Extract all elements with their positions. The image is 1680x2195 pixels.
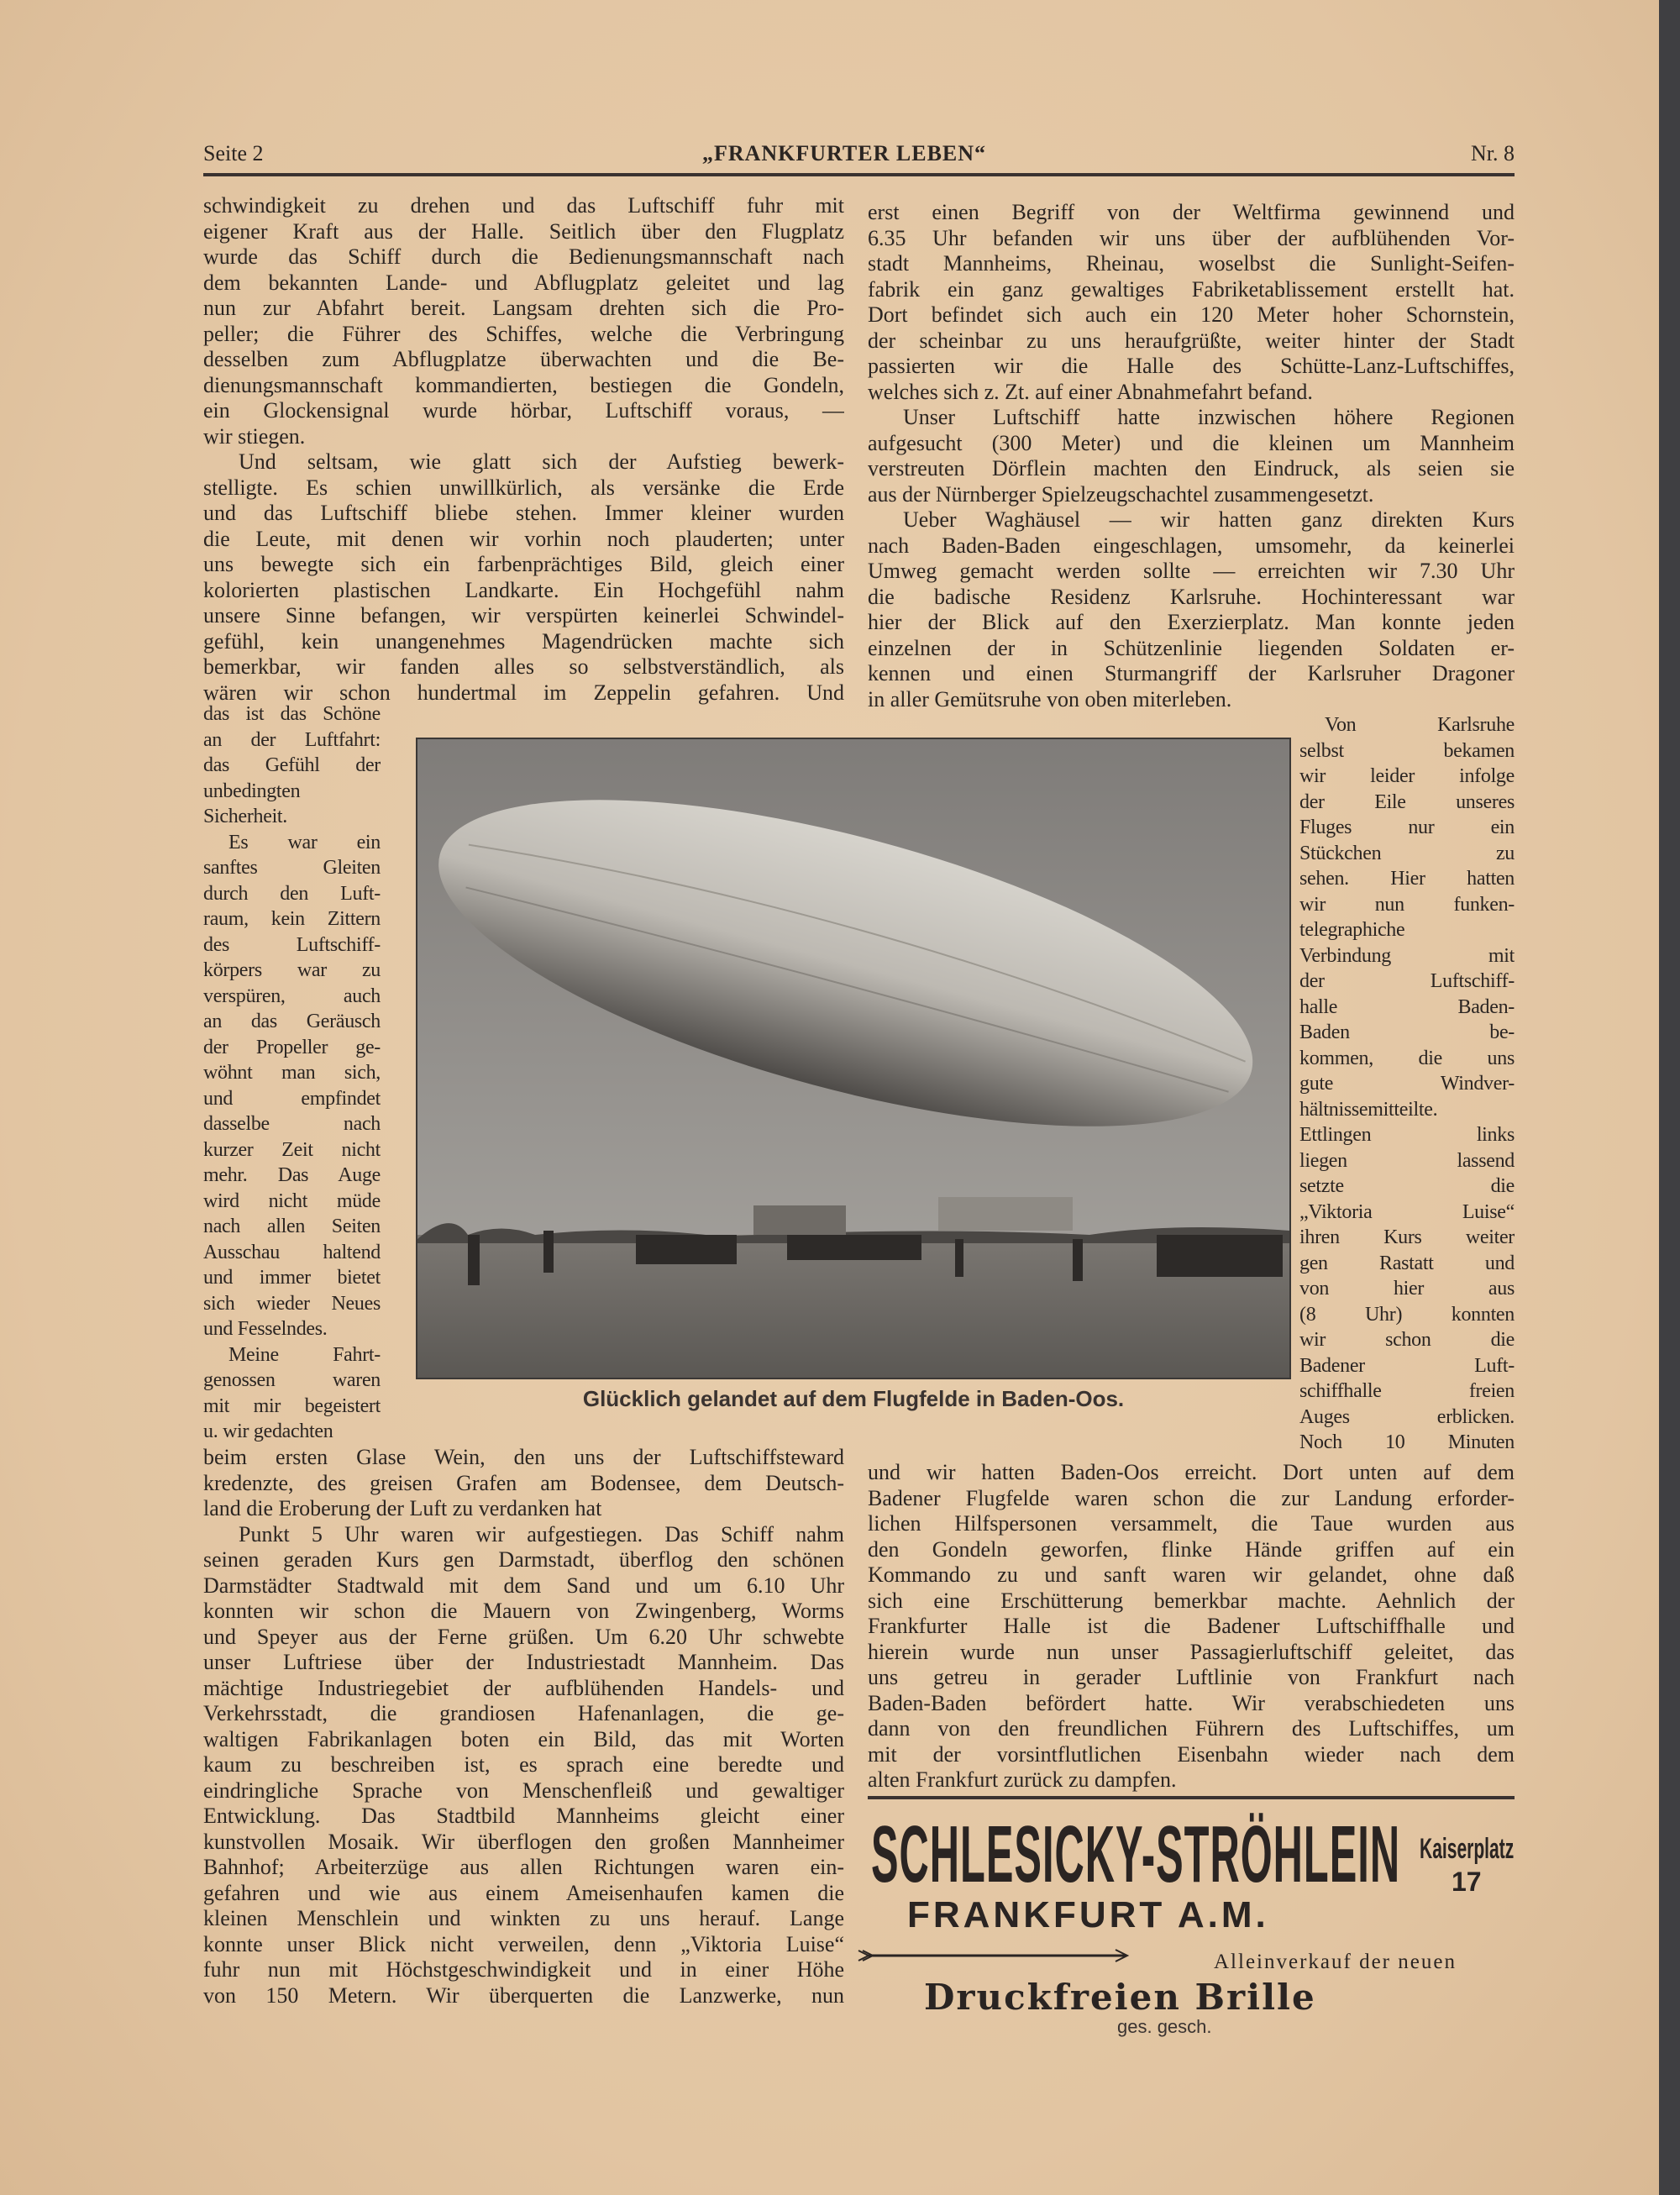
text-line: gefühl, kein unangenehmes Magendrücken machte sich bbox=[203, 628, 844, 654]
text-line: fuhr nun mit Höchstgeschwindigkeit und in einer Höhe bbox=[203, 1957, 844, 1982]
text-line: nach Baden-Baden eingeschlagen, umsomehr, da keinerlei bbox=[868, 533, 1515, 558]
text-line: setzte die bbox=[1299, 1175, 1515, 1197]
text-line: Unser Luftschiff hatte inzwischen höhere Regionen bbox=[903, 405, 1515, 429]
text-line: kaum zu beschreiben ist, es sprach eine beredte und bbox=[203, 1752, 844, 1777]
text-line: dasselbe nach bbox=[203, 1113, 381, 1135]
text-line: Noch 10 Minuten bbox=[1299, 1431, 1515, 1453]
text-line: mächtige Industriegebiet der aufblühenden Handels- und bbox=[203, 1675, 844, 1700]
right-narrow-column bbox=[1299, 712, 1515, 1456]
text-line: Baden be- bbox=[1299, 1021, 1515, 1043]
text-line: halle Baden- bbox=[1299, 995, 1515, 1018]
text-line: wurde das Schiff durch die Bedienungsmannschaft nach bbox=[203, 244, 844, 269]
text-line: Kommando zu und sanft waren wir gelandet, ohne daß bbox=[868, 1562, 1515, 1587]
text-line: und wir hatten Baden-Oos erreicht. Dort unten auf dem bbox=[868, 1460, 1515, 1484]
text-line: Auges erblicken. bbox=[1299, 1405, 1515, 1428]
text-line: unsere Sinne befangen, wir verspürten keinerlei Schwindel- bbox=[203, 603, 844, 628]
text-line: unbedingten bbox=[203, 780, 301, 802]
gondola bbox=[938, 1197, 1073, 1231]
text-line: gefahren und wie aus einem Ameisenhaufen kamen die bbox=[203, 1880, 844, 1905]
text-line: bemerkbar, wir fanden alles so selbstverständlich, als bbox=[203, 654, 844, 679]
text-line: liegen lassend bbox=[1299, 1149, 1515, 1172]
text-line: ein Glockensignal wurde hörbar, Luftschiff voraus, — bbox=[203, 398, 844, 423]
text-line: genossen waren bbox=[203, 1369, 381, 1391]
text-line: Dort befindet sich auch ein 120 Meter hoher Schornstein, bbox=[868, 302, 1515, 327]
zeppelin-photo bbox=[416, 738, 1291, 1379]
text-line: kommen, die uns bbox=[1299, 1047, 1515, 1069]
text-line: kurzer Zeit nicht bbox=[203, 1138, 381, 1161]
text-line: des Luftschiff- bbox=[203, 933, 381, 956]
text-line: Bahnhof; Arbeiterzüge aus allen Richtungen waren ein- bbox=[203, 1855, 844, 1879]
text-line: kredenzte, des greisen Grafen am Bodensee, dem Deutsch- bbox=[203, 1470, 844, 1495]
text-line: Von Karlsruhe bbox=[1325, 714, 1515, 736]
text-line: Ueber Waghäusel — wir hatten ganz direkten Kurs bbox=[903, 507, 1515, 532]
text-line: stelligte. Es schien unwillkürlich, als versänke die Erde bbox=[203, 475, 844, 500]
text-line: seinen geraden Kurs gen Darmstadt, überflog den schönen bbox=[203, 1547, 844, 1572]
text-line: welches sich z. Zt. auf einer Abnahmefahrt befand. bbox=[868, 379, 1313, 404]
text-line: durch den Luft- bbox=[203, 882, 381, 905]
text-line: das ist das Schöne bbox=[203, 703, 381, 725]
text-line: Verkehrsstadt, die grandiosen Hafenanlagen, die ge- bbox=[203, 1701, 844, 1725]
ad-product: Druckfreien Brille bbox=[924, 1977, 1316, 2018]
text-line: Punkt 5 Uhr waren wir aufgestiegen. Das Schiff nahm bbox=[239, 1521, 844, 1546]
text-line: Badener Luft- bbox=[1299, 1354, 1515, 1377]
text-line: wird nicht müde bbox=[203, 1189, 381, 1212]
text-line: und Speyer aus der Ferne grüßen. Um 6.20 Uhr schwebte bbox=[203, 1624, 844, 1649]
left-column-top bbox=[203, 193, 844, 706]
right-column-top bbox=[868, 200, 1515, 712]
text-line: kleinen Menschlein und winkten zu uns herauf. Lange bbox=[203, 1906, 844, 1930]
text-line: der scheinbar zu uns heraufgrüßte, weiter hinter der Stadt bbox=[868, 328, 1515, 353]
text-line: verspüren, auch bbox=[203, 985, 381, 1007]
text-line: Ettlingen links bbox=[1299, 1124, 1515, 1146]
text-line: raum, kein Zittern bbox=[203, 908, 381, 930]
header-rule bbox=[203, 173, 1515, 176]
text-line: alten Frankfurt zurück zu dampfen. bbox=[868, 1767, 1177, 1792]
text-line: hältnissemitteilte. bbox=[1299, 1098, 1438, 1121]
text-line: dann von den freundlichen Führern des Luftschiffes, um bbox=[868, 1716, 1515, 1741]
text-line: erst einen Begriff von der Weltfirma gewinnend und bbox=[868, 200, 1515, 224]
left-narrow-column bbox=[203, 701, 381, 1445]
right-column-bottom bbox=[868, 1460, 1515, 1793]
text-line: mehr. Das Auge bbox=[203, 1164, 381, 1186]
text-line: Es war ein bbox=[228, 831, 381, 853]
text-line: sich wieder Neues bbox=[203, 1292, 381, 1315]
text-line: wir leider infolge bbox=[1299, 765, 1515, 787]
text-line: sich eine Erschütterung bemerkbar machte. Aehnlich der bbox=[868, 1588, 1515, 1613]
page-number: Seite 2 bbox=[203, 141, 264, 165]
text-line: den Gondeln geworfen, flinke Hände griffen auf ein bbox=[868, 1536, 1515, 1562]
text-line: wir schon die bbox=[1299, 1329, 1515, 1351]
text-line: an das Geräusch bbox=[203, 1011, 381, 1032]
text-line: u. wir gedachten bbox=[203, 1420, 333, 1442]
text-line: hierein wurde nun unser Passagierluftschiff geleitet, das bbox=[868, 1639, 1515, 1664]
ad-company-name: SCHLESICKY-STRÖHLEIN bbox=[871, 1809, 1401, 1899]
text-line: und das Luftschiff bliebe stehen. Immer kleiner wurden bbox=[203, 501, 844, 525]
text-line: Entwicklung. Das Stadtbild Mannheims gleicht einer bbox=[203, 1804, 844, 1828]
text-line: Meine Fahrt- bbox=[228, 1343, 381, 1366]
ad-street: Kaiserplatz bbox=[1420, 1833, 1515, 1865]
issue-number: Nr. 8 bbox=[1471, 141, 1515, 165]
text-line: desselben zum Abflugplatze überwachten und die Be- bbox=[203, 347, 844, 371]
text-line: (8 Uhr) konnten bbox=[1299, 1303, 1515, 1326]
text-line: sehen. Hier hatten bbox=[1299, 868, 1515, 890]
text-line: das Gefühl der bbox=[203, 754, 381, 776]
text-line: waltigen Fabrikanlagen boten ein Bild, das mit Worten bbox=[203, 1726, 844, 1751]
text-line: Umweg gemacht werden sollte — erreichten wir 7.30 Uhr bbox=[868, 559, 1515, 583]
text-line: in aller Gemütsruhe von oben miterleben. bbox=[868, 686, 1232, 712]
text-line: lichen Hilfspersonen versammelt, die Taue wurden aus bbox=[868, 1511, 1515, 1536]
text-line: ihren Kurs weiter bbox=[1299, 1226, 1515, 1248]
text-line: sanftes Gleiten bbox=[203, 857, 381, 879]
text-line: peller; die Führer des Schiffes, welche die Verbringung bbox=[203, 321, 844, 346]
text-line: die Leute, mit denen wir vorhin noch plauderten; unter bbox=[203, 526, 844, 551]
text-line: aus der Nürnberger Spielzeugschachtel zusammengesetzt. bbox=[868, 481, 1374, 507]
text-line: nun zur Abfahrt bereit. Langsam drehten sich die Pro- bbox=[203, 296, 844, 320]
arrow-icon bbox=[857, 1947, 1134, 1964]
text-line: wöhnt man sich, bbox=[203, 1062, 381, 1084]
text-line: verstreuten Dörflein machten den Eindruck, als seien sie bbox=[868, 456, 1515, 480]
text-line: konnten wir schon die Mauern von Zwingenberg, Worms bbox=[203, 1599, 844, 1623]
text-line: hier der Blick auf den Exerzierplatz. Man konnte jeden bbox=[868, 610, 1515, 634]
left-column-bottom bbox=[203, 1445, 844, 2009]
binding-edge bbox=[1659, 0, 1680, 2195]
text-line: dem bekannten Lande- und Abflugplatz geleitet und lag bbox=[203, 270, 844, 295]
text-line: unser Luftriese über der Industriestadt Mannheim. Das bbox=[203, 1650, 844, 1674]
zeppelin-illustration bbox=[417, 739, 1289, 1378]
text-line: der Eile unseres bbox=[1299, 790, 1515, 813]
text-line: selbst bekamen bbox=[1299, 739, 1515, 762]
text-line: von hier aus bbox=[1299, 1278, 1515, 1300]
front-gondola bbox=[753, 1205, 846, 1235]
text-line: fabrik ein ganz gewaltiges Fabriketablissement erstellt hat. bbox=[868, 276, 1515, 302]
text-line: gute Windver- bbox=[1299, 1073, 1515, 1095]
text-line: gen Rastatt und bbox=[1299, 1252, 1515, 1274]
ad-rule bbox=[868, 1796, 1515, 1799]
text-line: Und seltsam, wie glatt sich der Aufstieg bewerk- bbox=[239, 449, 844, 474]
text-line: kolorierten plastischen Landkarte. Ein Hochgefühl nahm bbox=[203, 577, 844, 602]
text-line: eigener Kraft aus der Halle. Seitlich über den Flugplatz bbox=[203, 218, 844, 244]
text-line: mit mir begeistert bbox=[203, 1394, 381, 1417]
text-line: nach allen Seiten bbox=[203, 1216, 381, 1237]
ad-tagline: Alleinverkauf der neuen bbox=[1214, 1951, 1457, 1973]
ad-trademark-note: ges. gesch. bbox=[1117, 2016, 1212, 2037]
text-line: mit der vorsintflutlichen Eisenbahn wieder nach dem bbox=[868, 1741, 1515, 1767]
text-line: Verbindung mit bbox=[1299, 944, 1515, 967]
text-line: eindringliche Sprache von Menschenfleiß und gewaltiger bbox=[203, 1778, 844, 1803]
text-line: „Viktoria Luise“ bbox=[1299, 1200, 1515, 1223]
text-line: die badische Residenz Karlsruhe. Hochinteressant war bbox=[868, 584, 1515, 609]
ad-city: FRANKFURT A.M. bbox=[907, 1894, 1269, 1935]
text-line: Ausschau haltend bbox=[203, 1241, 381, 1263]
text-line: konnte unser Blick nicht verweilen, denn „Viktoria Luise“ bbox=[203, 1931, 844, 1956]
text-line: wir nun funken- bbox=[1299, 893, 1515, 916]
text-line: kunstvollen Mosaik. Wir überflogen den großen Mannheimer bbox=[203, 1829, 844, 1854]
text-line: passierten wir die Halle des Schütte-Lanz-Luftschiffes, bbox=[868, 354, 1515, 378]
text-line: an der Luftfahrt: bbox=[203, 728, 381, 751]
text-line: Badener Flugfelde waren schon die zur Landung erforder- bbox=[868, 1485, 1515, 1510]
text-line: Fluges nur ein bbox=[1299, 817, 1515, 838]
text-line: 6.35 Uhr befanden wir uns über der aufblühenden Vor- bbox=[868, 225, 1515, 250]
newspaper-title: „FRANKFURTER LEBEN“ bbox=[701, 141, 987, 165]
text-line: Baden-Baden befördert hatte. Wir verabschiedeten uns bbox=[868, 1690, 1515, 1715]
text-line: der Luftschiff- bbox=[1299, 970, 1515, 992]
text-line: der Propeller ge- bbox=[203, 1036, 381, 1058]
text-line: Frankfurter Halle ist die Badener Luftschiffhalle und bbox=[868, 1614, 1515, 1638]
text-line: stadt Mannheims, Rheinau, woselbst die Sunlight-Seifen- bbox=[868, 251, 1515, 276]
text-line: uns bewegte sich ein farbenprächtiges Bild, gleich einer bbox=[203, 552, 844, 576]
text-line: uns getreu in gerader Luftlinie von Frankfurt nach bbox=[868, 1665, 1515, 1689]
ad-house-number: 17 bbox=[1452, 1867, 1482, 1897]
text-line: wären wir schon hundertmal im Zeppelin gefahren. Und bbox=[203, 680, 844, 705]
text-line: körpers war zu bbox=[203, 959, 381, 981]
text-line: beim ersten Glase Wein, den uns der Luftschiffsteward bbox=[203, 1445, 844, 1469]
text-line: telegraphiche bbox=[1299, 919, 1405, 941]
text-line: Sicherheit. bbox=[203, 806, 288, 827]
text-line: und Fesselndes. bbox=[203, 1318, 328, 1340]
text-line: Stückchen zu bbox=[1299, 842, 1515, 864]
text-line: und immer bietet bbox=[203, 1267, 381, 1289]
text-line: von 150 Metern. Wir überquerten die Lanzwerke, nun bbox=[203, 1982, 844, 2008]
text-line: schwindigkeit zu drehen und das Luftschiff fuhr mit bbox=[203, 193, 844, 218]
text-line: dienungsmannschaft kommandierten, bestiegen die Gondeln, bbox=[203, 372, 844, 397]
text-line: und empfindet bbox=[203, 1087, 381, 1110]
text-line: Darmstädter Stadtwald mit dem Sand und um 6.10 Uhr bbox=[203, 1573, 844, 1598]
text-line: land die Eroberung der Luft zu verdanken hat bbox=[203, 1496, 602, 1520]
text-line: kennen und einen Sturmangriff der Karlsruher Dragoner bbox=[868, 661, 1515, 685]
text-line: einzelnen der in Schützenlinie liegenden Soldaten er- bbox=[868, 635, 1515, 660]
photo-caption: Glücklich gelandet auf dem Flugfelde in Baden-Oos. bbox=[582, 1386, 1125, 1411]
text-line: aufgesucht (300 Meter) und die kleinen um Mannheim bbox=[868, 430, 1515, 455]
text-line: wir stiegen. bbox=[203, 423, 306, 449]
text-line: schiffhalle freien bbox=[1299, 1380, 1515, 1402]
